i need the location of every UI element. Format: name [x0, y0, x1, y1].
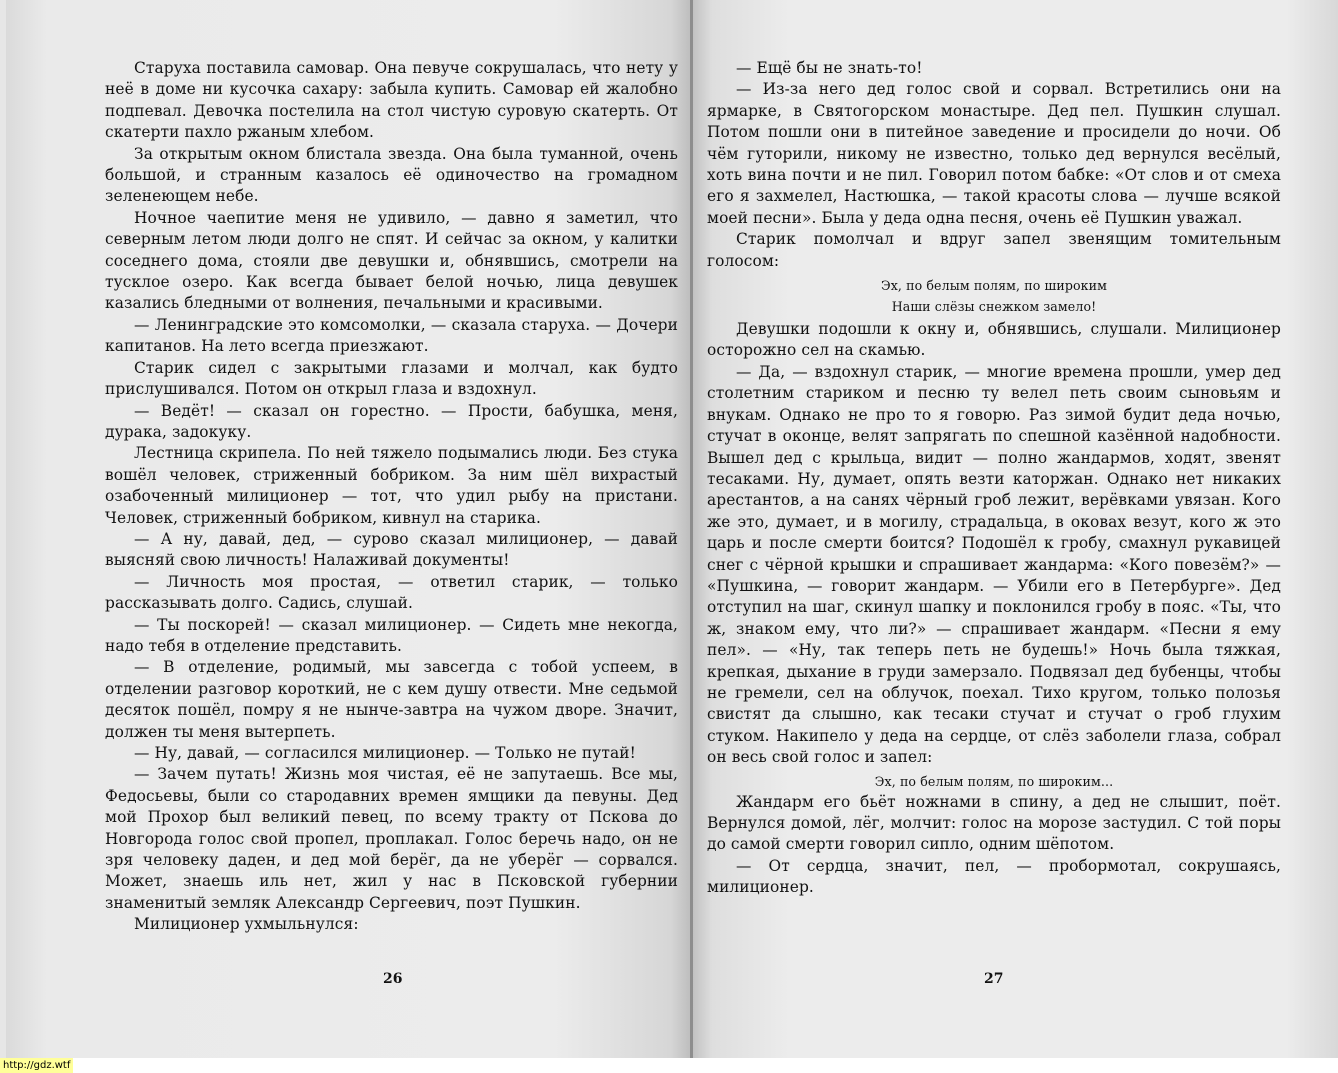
song-verse — [707, 275, 1281, 317]
paragraph: — А ну, давай, дед, — сурово сказал милиционер, — давай выясняй свою личность! Налаживай документы! — [105, 529, 678, 570]
verse-line: Эх, по белым полям, по широким — [880, 278, 1108, 294]
paragraph: — Ведёт! — сказал он горестно. — Прости, бабушка, меня, дурака, задокуку. — [105, 401, 678, 441]
left-page-text — [105, 58, 678, 936]
right-page — [693, 0, 1338, 1058]
paragraph: — В отделение, родимый, мы завсегда с тобой успеем, в отделении разговор короткий, не с кем душу отвести. Мне седьмой десяток пошёл, помру я не нынче-завтра на чужом дворе. Значит, должен ты меня вытерпеть. — [105, 658, 678, 741]
paragraph: — От сердца, значит, пел, — пробормотал, сокрушаясь, милиционер. — [707, 856, 1281, 897]
source-watermark-link[interactable]: http://gdz.wtf — [0, 1058, 73, 1073]
paragraph: — Зачем путать! Жизнь моя чистая, её не запутаешь. Все мы, Федосьевы, были со стародавних времен ямщики да певуны. Дед мой Прохор был великий певец, по всему тракту от Пскова до Новгорода голос свой пропел, проплакал. Голос беречь надо, он не зря человеку даден, и дед мой берёг, да не уберёг — сорвался. Может, знаешь иль нет, жил у нас в Псковской губернии знаменитый земляк Александр Сергеевич, поэт Пушкин. — [105, 765, 678, 912]
paragraph: — Ещё бы не знать-то! — [736, 59, 923, 77]
paragraph: За открытым окном блистала звезда. Она была туманной, очень большой, и странным казалось её одиночество на громадном зеленеющем небе. — [105, 144, 678, 206]
paragraph: Лестница скрипела. По ней тяжело подымались люди. Без стука вошёл человек, стриженный бобриком. За ним шёл вихрастый озабоченный милиционер — тот, что удил рыбу на пристани. Человек, стриженный бобриком, кивнул на старика. — [105, 444, 678, 527]
paragraph: Старик помолчал и вдруг запел звенящим томительным голосом: — [707, 230, 1281, 270]
paragraph: Ночное чаепитие меня не удивило, — давно я заметил, что северным летом люди долго не спят. И сейчас за окном, у калитки соседнего дома, стояли две девушки и, обнявшись, смотрели на тусклое озеро. Как всегда бывает белой ночью, лица девушек казались бледными от волнения, печальными и красивыми. — [105, 208, 678, 313]
verse-line: Наши слёзы снежком замело! — [891, 299, 1097, 315]
paragraph: Жандарм его бьёт ножнами в спину, а дед не слышит, поёт. Вернулся домой, лёг, молчит: голос на морозе застудил. С той поры до самой смерти говорил сипло, одним шёпотом. — [707, 792, 1281, 854]
paragraph: Старуха поставила самовар. Она певуче сокрушалась, что нету у неё в доме ни кусочка сахару: забыла купить. Самовар ей жалобно подпевал. Девочка постелила на стол чистую суровую скатерть. От скатерти пахло ржаным хлебом. — [105, 59, 678, 142]
paragraph: Милиционер ухмыльнулся: — [134, 915, 359, 934]
right-page-text — [707, 58, 1281, 899]
left-page — [6, 0, 691, 1058]
paragraph: Девушки подошли к окну и, обнявшись, слушали. Милиционер осторожно сел на скамью. — [707, 320, 1281, 360]
paragraph: — Из-за него дед голос свой и сорвал. Встретились они на ярмарке, в Святогорском монастыре. Дед пел. Пушкин слушал. Потом пошли они в питейное заведение и просидели до ночи. Об чём гуторили, никому не известно, только дед вернулся весёлый, хоть вина почти и не пил. Говорил потом бабке: «От слов и от смеха его я захмелел, Настюшка, — такой красоты слова — лучше всякой моей песни». Была у деда одна песня, очень её Пушкин уважал. — [707, 80, 1281, 227]
paragraph: — Личность моя простая, — ответил старик, — только рассказывать долго. Садись, слушай. — [105, 572, 678, 613]
page-number-left: 26 — [383, 971, 403, 987]
paragraph: — Ленинградские это комсомолки, — сказала старуха. — Дочери капитанов. На лето всегда приезжают. — [105, 315, 678, 356]
paragraph: — Да, — вздохнул старик, — многие времена прошли, умер дед столетним стариком и песню ту велел петь своим сыновьям и внукам. Однако не про то я говорю. Раз зимой будит деда ночью, стучат в оконце, велят запрягать по спешной казённой надобности. Вышел дед с крыльца, видит — полно жандармов, ходят, звенят тесаками. Ну, думает, опять везти каторжан. Однако нет никаких арестантов, а на санях чёрный гроб лежит, верёвками увязан. Кого же это, думает, и в могилу, страдальца, в оковах везут, кого ж это царь и после смерти боится? Подошёл к гробу, смахнул рукавицей снег с чёрной крышки и спрашивает жандарма: «Кого повезём?» — «Пушкина, — говорит жандарм. — Убили его в Петербурге». Дед отступил на шаг, скинул шапку и поклонился гробу в пояс. «Ты, что ж, знаком ему, что ли?» — спрашивает жандарм. «Песни я ему пел». — «Ну, так теперь петь не будешь!» Ночь была тяжкая, крепкая, дыхание в груди замерзало. Подвязал дед бубенцы, чтобы не гремели, сел на облучок, поехал. Тихо кругом, только полозья свистят да слышно, как тесаки стучат и стучат о гроб глухим стуком. Накипело у деда на сердце, от слёз заболели глаза, собрал он весь свой голос и запел: — [707, 362, 1281, 767]
paragraph: — Ты поскорей! — сказал милиционер. — Сидеть мне некогда, надо тебя в отделение представить. — [105, 615, 678, 655]
song-verse-repeat: Эх, по белым полям, по широким... — [874, 773, 1114, 789]
paragraph: Старик сидел с закрытыми глазами и молчал, как будто прислушивался. Потом он открыл глаза и вздохнул. — [105, 358, 678, 399]
paragraph: — Ну, давай, — согласился милиционер. — Только не путай! — [134, 744, 636, 762]
page-number-right: 27 — [984, 971, 1004, 987]
bottom-strip — [0, 1058, 1338, 1073]
